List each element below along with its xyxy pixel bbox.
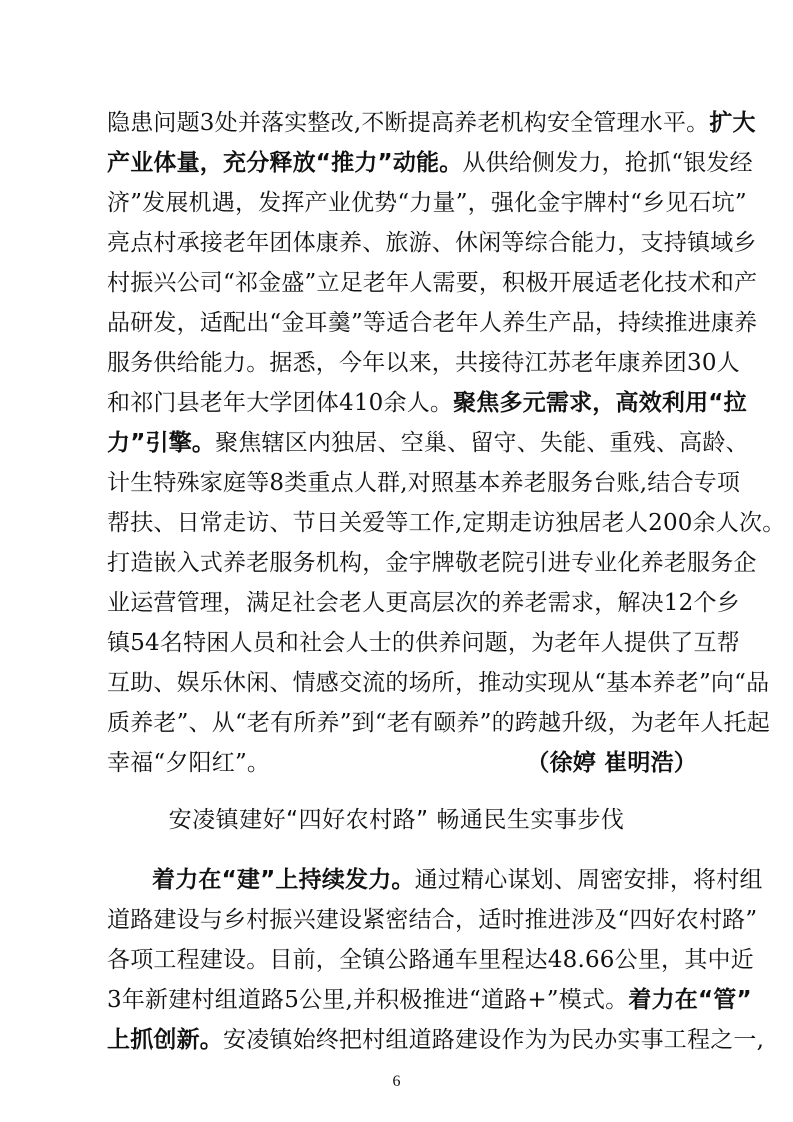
bold-text-span: 力”引擎。 — [107, 430, 216, 456]
text-line: 服务供给能力。据悉，今年以来，共接待江苏老年康养团30人 — [107, 350, 740, 376]
text-line: 村振兴公司“祁金盛”立足老年人需要，积极开展适老化技术和产 — [107, 270, 758, 296]
text-line: 互助、娱乐休闲、情感交流的场所，推动实现从“基本养老”向“品 — [107, 670, 770, 696]
text-line — [107, 383, 747, 423]
text-line: 打造嵌入式养老服务机构，金宇牌敬老院引进专业化养老服务企 — [107, 550, 757, 576]
text-line — [107, 1020, 765, 1060]
text-line: 业运营管理，满足社会老人更高层次的养老需求，解决12个乡 — [107, 590, 740, 616]
author-credit: （徐婷 崔明浩） — [526, 750, 697, 776]
text-line: 各项工程建设。目前，全镇公路通车里程达48.66公里，其中近 — [107, 947, 754, 973]
text-span: 通过精心谋划、周密安排，将村组 — [414, 867, 763, 893]
text-line — [107, 103, 756, 143]
text-line: 济”发展机遇，发挥产业优势“力量”，强化金宇牌村“乡见石坑” — [107, 190, 747, 216]
text-line: 计生特殊家庭等8类重点人群,对照基本养老服务台账,结合专项 — [107, 470, 741, 496]
text-span: 3年新建村组道路5公里,并积极推进“道路+”模式。 — [107, 987, 629, 1013]
text-line — [107, 980, 752, 1020]
text-span: 从供给侧发力，抢抓“银发经 — [462, 150, 753, 176]
text-line: 亮点村承接老年团体康养、旅游、休闲等综合能力，支持镇域乡 — [107, 230, 757, 256]
text-line: 品研发，适配出“金耳羹”等适合老年人养生产品，持续推进康养 — [107, 310, 758, 336]
text-span: 和祁门县老年大学团体410余人。 — [107, 390, 454, 416]
text-span: 隐患问题3处并落实整改,不断提高养老机构安全管理水平。 — [107, 110, 710, 136]
text-line: 镇54名特困人员和社会人士的供养问题，为老年人提供了互帮 — [107, 630, 740, 656]
bold-text-span: 着力在“建”上持续发力。 — [152, 867, 415, 893]
text-line — [107, 423, 749, 463]
text-line: 质养老”、从“老有所养”到“老有颐养”的跨越升级，为老年人托起 — [107, 710, 770, 736]
text-span: 安凌镇始终把村组道路建设作为为民办实事工程之一, — [223, 1027, 765, 1053]
bold-text-span: 产业体量，充分释放“推力”动能。 — [107, 150, 463, 176]
text-line — [107, 143, 753, 183]
text-line — [152, 860, 763, 900]
article-title: 安凌镇建好“四好农村路” 畅通民生实事步伐 — [168, 807, 625, 833]
bold-text-span: 扩大 — [709, 110, 756, 136]
page-number: 6 — [392, 1073, 401, 1090]
bold-text-span: 着力在“管” — [628, 987, 752, 1013]
text-span: 聚焦辖区内独居、空巢、留守、失能、重残、高龄、 — [215, 430, 749, 456]
bold-text-span: 上抓创新。 — [107, 1027, 223, 1053]
text-span: 幸福“夕阳红”。 — [107, 750, 271, 776]
author-line — [107, 743, 697, 783]
text-line: 道路建设与乡村振兴建设紧密结合，适时推进涉及“四好农村路” — [107, 907, 758, 933]
bold-text-span: 聚焦多元需求，高效利用“拉 — [453, 390, 747, 416]
text-line: 帮扶、日常走访、节日关爱等工作,定期走访独居老人200余人次。 — [107, 510, 786, 536]
